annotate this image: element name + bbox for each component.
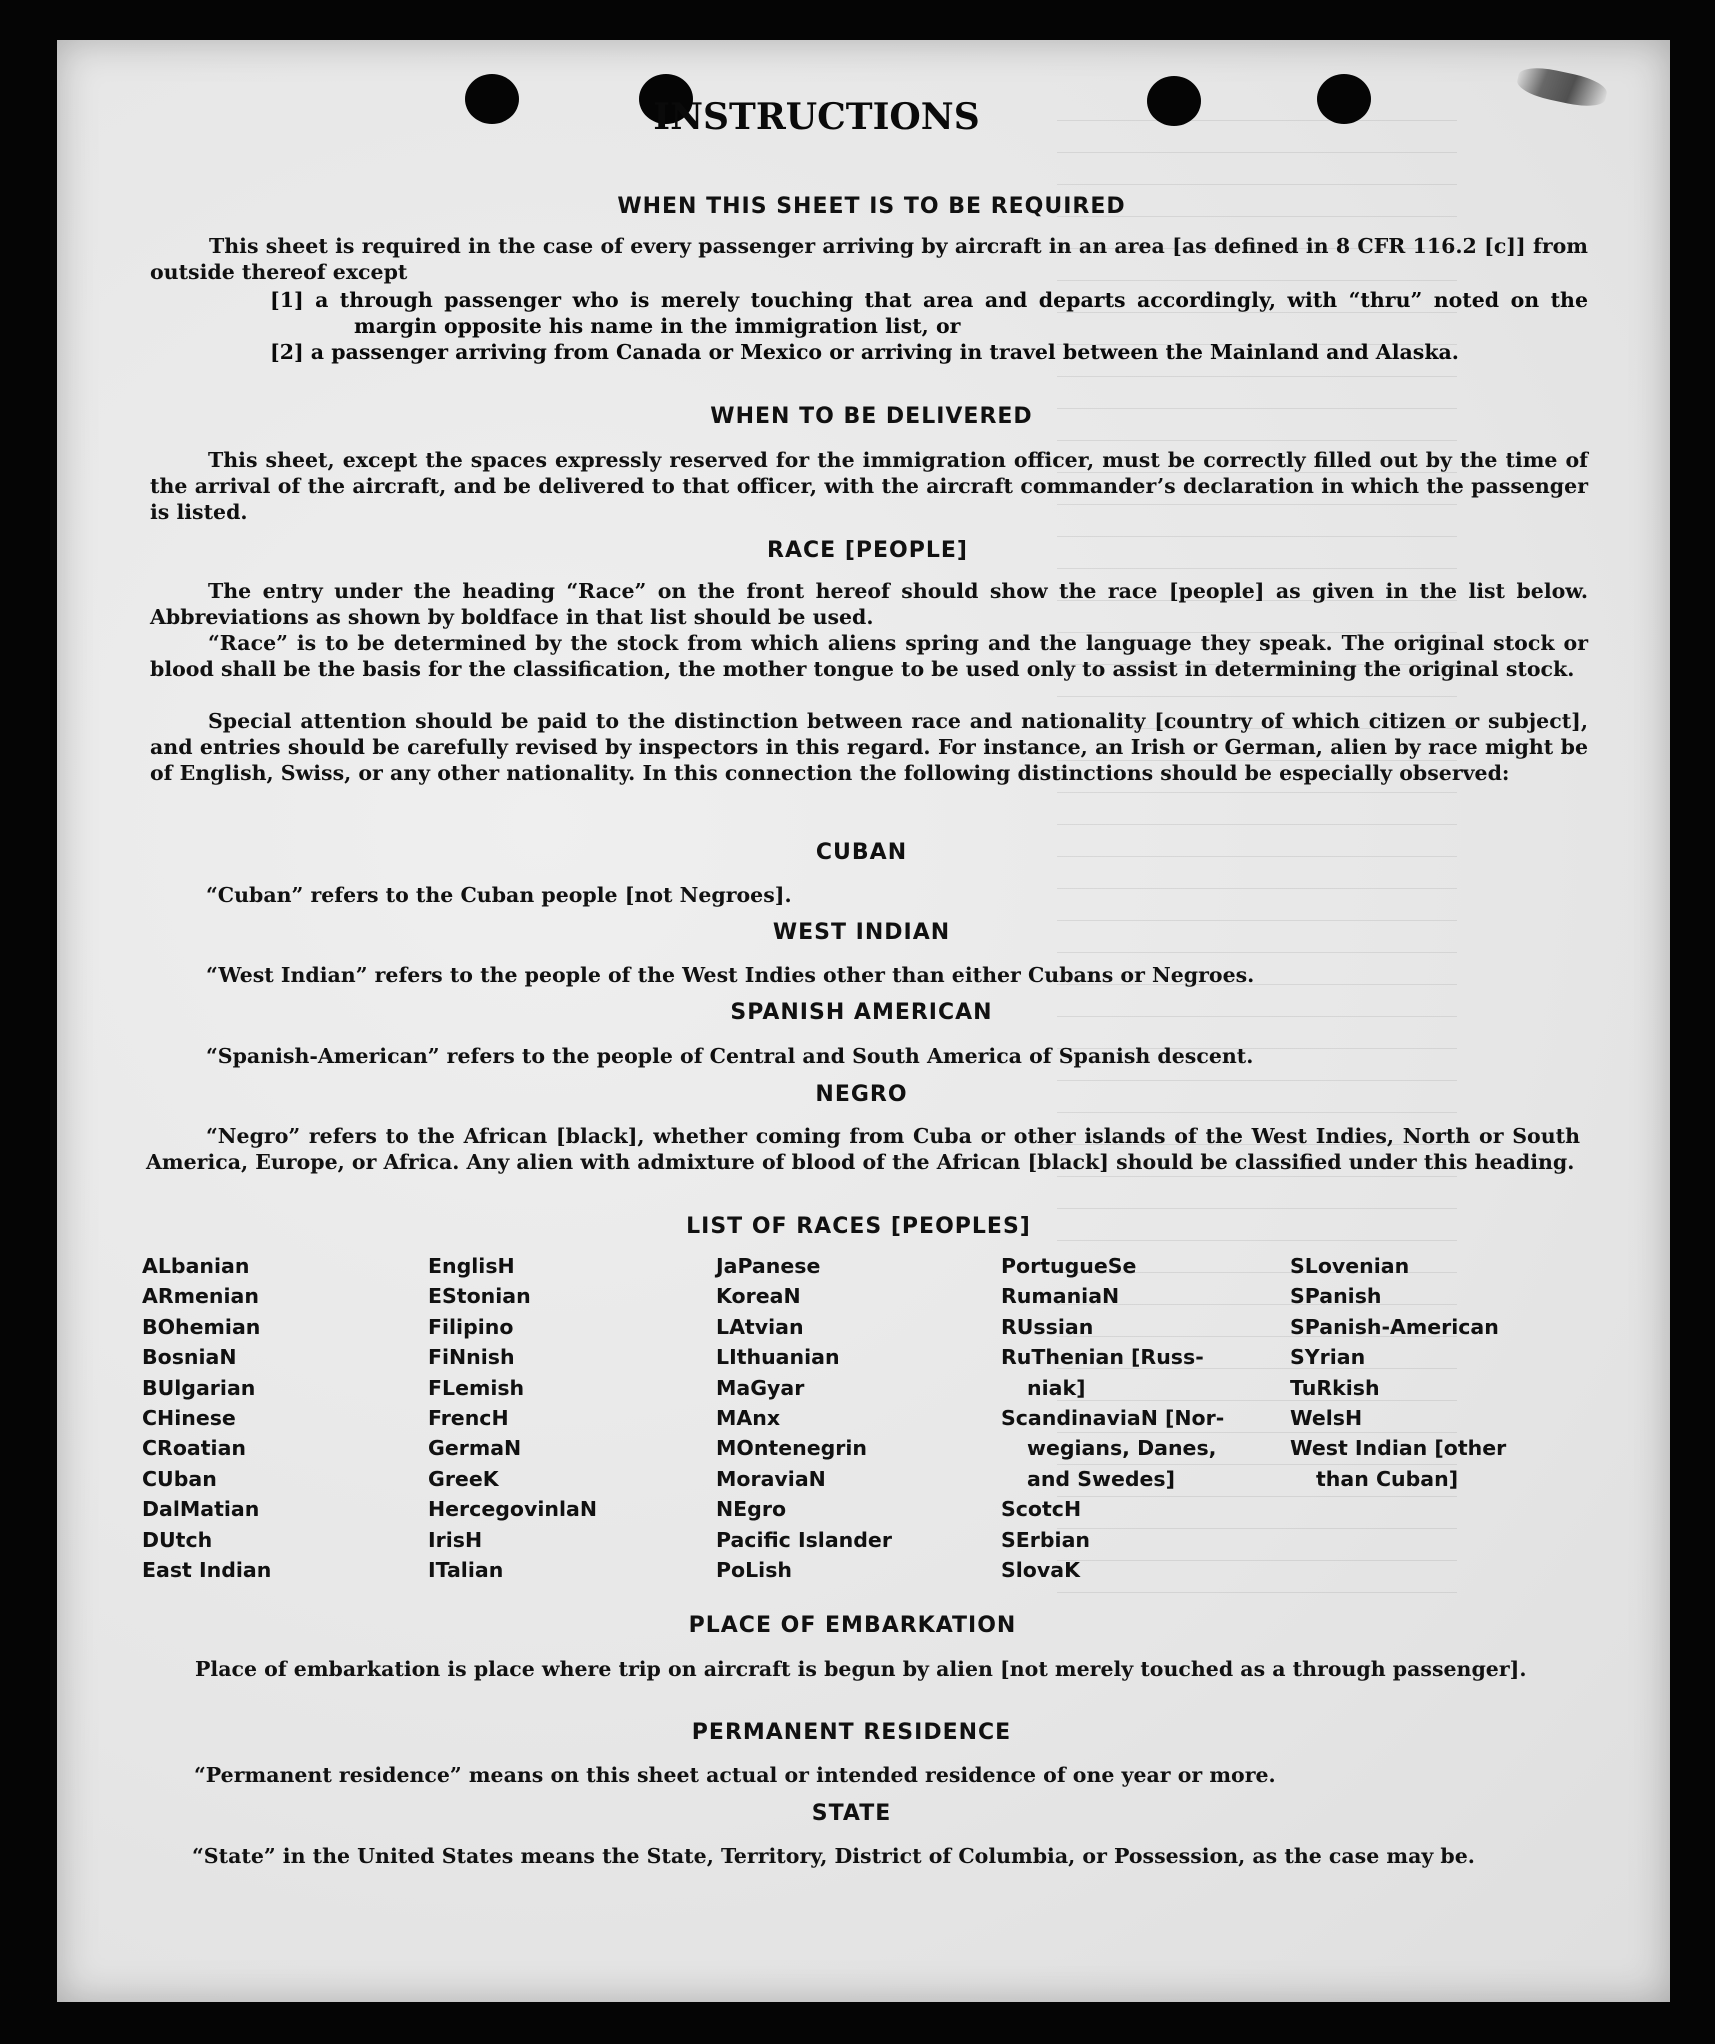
race-entry-continuation: than Cuban] <box>1316 1466 1459 1491</box>
heading-west-indian: WEST INDIAN <box>772 920 951 945</box>
page-title: INSTRUCTIONS <box>653 96 980 138</box>
race-entry: IrisH <box>428 1527 483 1552</box>
race-entry: BUlgarian <box>142 1375 256 1400</box>
race-paragraph-1: The entry under the heading “Race” on the front hereof should show the race [people] as given in the list below. Abbreviations as shown by boldface in that list should be used. <box>150 579 1588 629</box>
race-entry: CRoatian <box>142 1436 247 1461</box>
race-entry: EStonian <box>428 1284 531 1309</box>
race-entry: FiNnish <box>428 1345 515 1370</box>
race-entry: CUban <box>142 1466 217 1491</box>
race-entry: West Indian [other <box>1290 1436 1507 1461</box>
race-entry-continuation: niak] <box>1027 1375 1086 1400</box>
races-column-1 <box>142 1251 271 1585</box>
races-column-5 <box>1290 1251 1506 1494</box>
when-delivered-text: This sheet, except the spaces expressly reserved for the immigration officer, must be correctly filled out by the time of the arrival of the aircraft, and be delivered to that officer, with the aircraft commander’s declaration in which the passenger is listed. <box>150 448 1588 524</box>
race-entry-continuation: wegians, Danes, <box>1027 1436 1217 1461</box>
race-entry: GreeK <box>428 1466 499 1491</box>
west-indian-text: “West Indian” refers to the people of the West Indies other than either Cubans or Negroes. <box>206 963 1255 987</box>
heading-race: RACE [PEOPLE] <box>767 538 968 563</box>
place-of-embarkation-text: Place of embarkation is place where trip on aircraft is begun by alien [not merely touched as a through passenger]. <box>195 1657 1527 1681</box>
race-entry: Filipino <box>428 1314 514 1339</box>
race-entry: DUtch <box>142 1527 213 1552</box>
race-entry: SPanish <box>1290 1284 1382 1309</box>
race-entry: MOntenegrin <box>716 1436 868 1461</box>
state-text: “State” in the United States means the State, Territory, District of Columbia, or Possession, as the case may be. <box>192 1844 1475 1868</box>
spanish-american-text: “Spanish-American” refers to the people of Central and South America of Spanish descent. <box>206 1044 1254 1068</box>
race-entry: GermaN <box>428 1436 522 1461</box>
race-paragraph-2: “Race” is to be determined by the stock from which aliens spring and the language they speak. The original stock or blood shall be the basis for the classification, the mother tongue to be used only to assist in determining the original stock. <box>150 631 1588 681</box>
race-entry: TuRkish <box>1290 1375 1380 1400</box>
race-entry: FrencH <box>428 1406 509 1431</box>
race-entry: SlovaK <box>1001 1558 1080 1583</box>
race-entry: RUssian <box>1001 1314 1094 1339</box>
race-entry-continuation: and Swedes] <box>1027 1466 1175 1491</box>
race-entry: FLemish <box>428 1375 525 1400</box>
race-entry: SPanish-American <box>1290 1314 1499 1339</box>
race-entry: SLovenian <box>1290 1254 1410 1278</box>
race-entry: MAnx <box>716 1406 781 1431</box>
heading-when-required: WHEN THIS SHEET IS TO BE REQUIRED <box>617 194 1126 219</box>
race-entry: PortugueSe <box>1001 1254 1137 1278</box>
heading-state: STATE <box>811 1801 892 1826</box>
race-entry: MoraviaN <box>716 1466 826 1491</box>
race-entry: SYrian <box>1290 1345 1366 1370</box>
race-paragraph-3: Special attention should be paid to the distinction between race and nationality [country of which citizen or subject], and entries should be carefully revised by inspectors in this regard. For instance, an Irish or German, alien by race might be of English, Swiss, or any other nationality. In this connection the following distinctions should be especially observed: <box>150 709 1588 785</box>
races-column-2 <box>428 1251 597 1585</box>
heading-permanent-residence: PERMANENT RESIDENCE <box>691 1720 1012 1745</box>
heading-cuban: CUBAN <box>815 840 908 865</box>
race-entry: RumaniaN <box>1001 1284 1120 1309</box>
race-entry: BosniaN <box>142 1345 237 1370</box>
race-entry: ALbanian <box>142 1254 250 1278</box>
race-entry: ScotcH <box>1001 1497 1082 1522</box>
race-entry: ScandinaviaN [Nor- <box>1001 1406 1225 1431</box>
race-entry: LIthuanian <box>716 1345 840 1370</box>
race-entry: CHinese <box>142 1406 236 1431</box>
race-entry: SErbian <box>1001 1527 1091 1552</box>
when-required-item-2: [2] a passenger arriving from Canada or Mexico or arriving in travel between the Mainland and Alaska. <box>270 340 1459 364</box>
race-entry: Pacific Islander <box>716 1527 892 1552</box>
races-column-4 <box>1001 1251 1224 1585</box>
when-required-item-1: [1] a through passenger who is merely touching that area and departs accordingly, with “thru” noted on the margin opposite his name in the immigration list, or <box>270 288 1588 338</box>
races-column-3 <box>716 1251 892 1585</box>
cuban-text: “Cuban” refers to the Cuban people [not Negroes]. <box>206 883 792 907</box>
race-entry: DalMatian <box>142 1497 260 1522</box>
heading-when-delivered: WHEN TO BE DELIVERED <box>710 404 1033 429</box>
when-required-intro: This sheet is required in the case of every passenger arriving by aircraft in an area [as defined in 8 CFR 116.2 [c]] from outside thereof except <box>150 234 1588 284</box>
race-entry: BOhemian <box>142 1314 261 1339</box>
race-entry: WelsH <box>1290 1406 1363 1431</box>
race-entry: HercegovinlaN <box>428 1497 597 1522</box>
heading-place-of-embarkation: PLACE OF EMBARKATION <box>688 1613 1017 1638</box>
race-entry: NEgro <box>716 1497 787 1522</box>
race-entry: PoLish <box>716 1558 792 1583</box>
permanent-residence-text: “Permanent residence” means on this sheet actual or intended residence of one year or more. <box>194 1763 1276 1787</box>
negro-text: “Negro” refers to the African [black], whether coming from Cuba or other islands of the West Indies, North or South America, Europe, or Africa. Any alien with admixture of blood of the African [black] should be classified under this heading. <box>146 1124 1580 1174</box>
race-entry: MaGyar <box>716 1375 805 1400</box>
race-entry: ITalian <box>428 1558 504 1583</box>
heading-negro: NEGRO <box>815 1082 908 1107</box>
race-entry: KoreaN <box>716 1284 801 1309</box>
race-entry: East Indian <box>142 1558 272 1583</box>
heading-spanish-american: SPANISH AMERICAN <box>730 1000 993 1025</box>
race-entry: RuThenian [Russ- <box>1001 1345 1204 1370</box>
race-entry: ARmenian <box>142 1284 259 1309</box>
heading-list-of-races: LIST OF RACES [PEOPLES] <box>686 1214 1031 1239</box>
race-entry: LAtvian <box>716 1314 804 1339</box>
race-entry: EnglisH <box>428 1254 515 1278</box>
race-entry: JaPanese <box>716 1254 821 1278</box>
